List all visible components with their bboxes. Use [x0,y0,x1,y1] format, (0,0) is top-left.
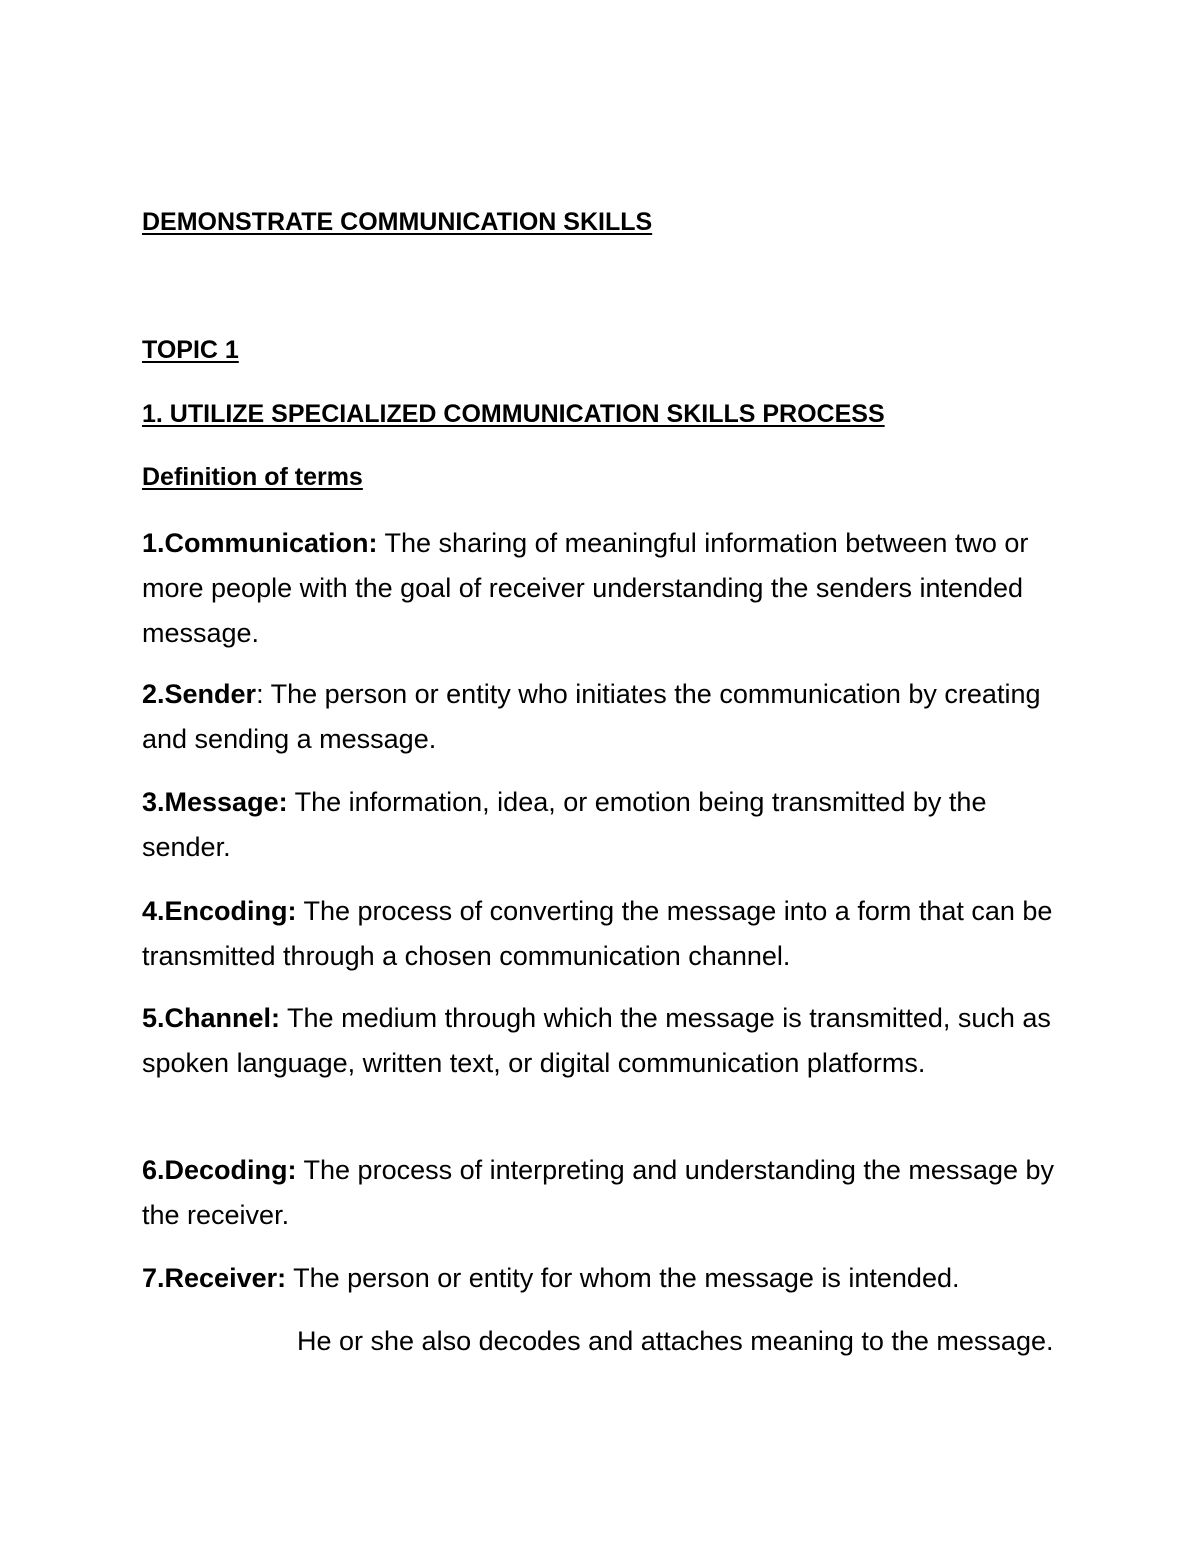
definition-term: 6.Decoding: [142,1155,297,1185]
document-title: DEMONSTRATE COMMUNICATION SKILLS [142,208,653,236]
section-heading: 1. UTILIZE SPECIALIZED COMMUNICATION SKILLS PROCESS [142,400,885,428]
definition-text: : The person or entity who initiates the communication by creating and sending a message. [142,679,1041,754]
definition-communication [142,521,1072,656]
definition-term: 3.Message: [142,787,288,817]
definition-term: 4.Encoding: [142,896,297,926]
definition-receiver [142,1256,1072,1301]
continuation-text: He or she also decodes and attaches meaning to the message. [297,1326,1054,1356]
definition-sender [142,672,1072,762]
receiver-continuation [142,1319,1072,1364]
definition-term: 2.Sender [142,679,257,709]
definition-term: 7.Receiver: [142,1263,287,1293]
definition-text: The process of interpreting and understanding the message by the receiver. [142,1155,1054,1230]
definition-channel [142,996,1072,1086]
definition-text: The process of converting the message into a form that can be transmitted through a chosen communication channel. [142,896,1053,971]
definition-term: 1.Communication: [142,528,378,558]
definition-text: The medium through which the message is transmitted, such as spoken language, written text, or digital communication platforms. [142,1003,1051,1078]
definitions-subheading: Definition of terms [142,463,363,491]
topic-label: TOPIC 1 [142,336,239,364]
definition-encoding [142,889,1072,979]
definition-text: The information, idea, or emotion being transmitted by the sender. [142,787,987,862]
definition-text: The sharing of meaningful information between two or more people with the goal of receiver understanding the senders intended message. [142,528,1029,648]
definition-decoding [142,1148,1072,1238]
definition-text: The person or entity for whom the message is intended. [286,1263,960,1293]
definition-term: 5.Channel: [142,1003,281,1033]
definition-message [142,780,1072,870]
